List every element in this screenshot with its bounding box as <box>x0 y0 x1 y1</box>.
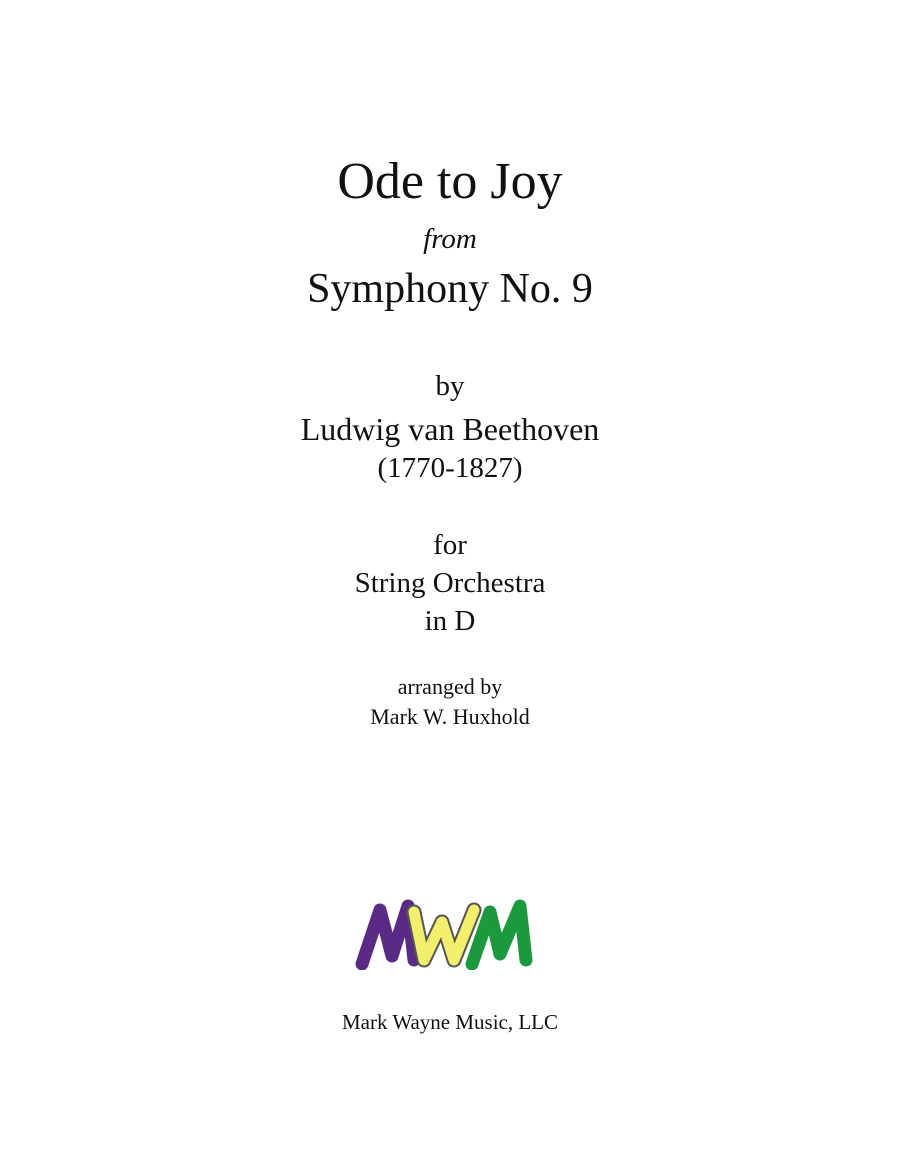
publisher-logo <box>350 888 550 970</box>
work-title: Symphony No. 9 <box>307 266 593 312</box>
score-title: Ode to Joy <box>337 153 563 210</box>
publisher-name: Mark Wayne Music, LLC <box>341 1010 559 1034</box>
from-label: from <box>423 223 477 255</box>
by-label: by <box>435 370 465 402</box>
composer-dates: (1770-1827) <box>377 452 523 484</box>
arranged-by-label: arranged by <box>397 674 503 699</box>
composer-name: Ludwig van Beethoven <box>300 411 600 447</box>
logo-m1-stroke <box>362 906 414 964</box>
for-label: for <box>433 529 467 561</box>
ensemble: String Orchestra <box>354 567 546 599</box>
arranger-name: Mark W. Huxhold <box>370 704 530 729</box>
key-signature: in D <box>424 605 476 637</box>
